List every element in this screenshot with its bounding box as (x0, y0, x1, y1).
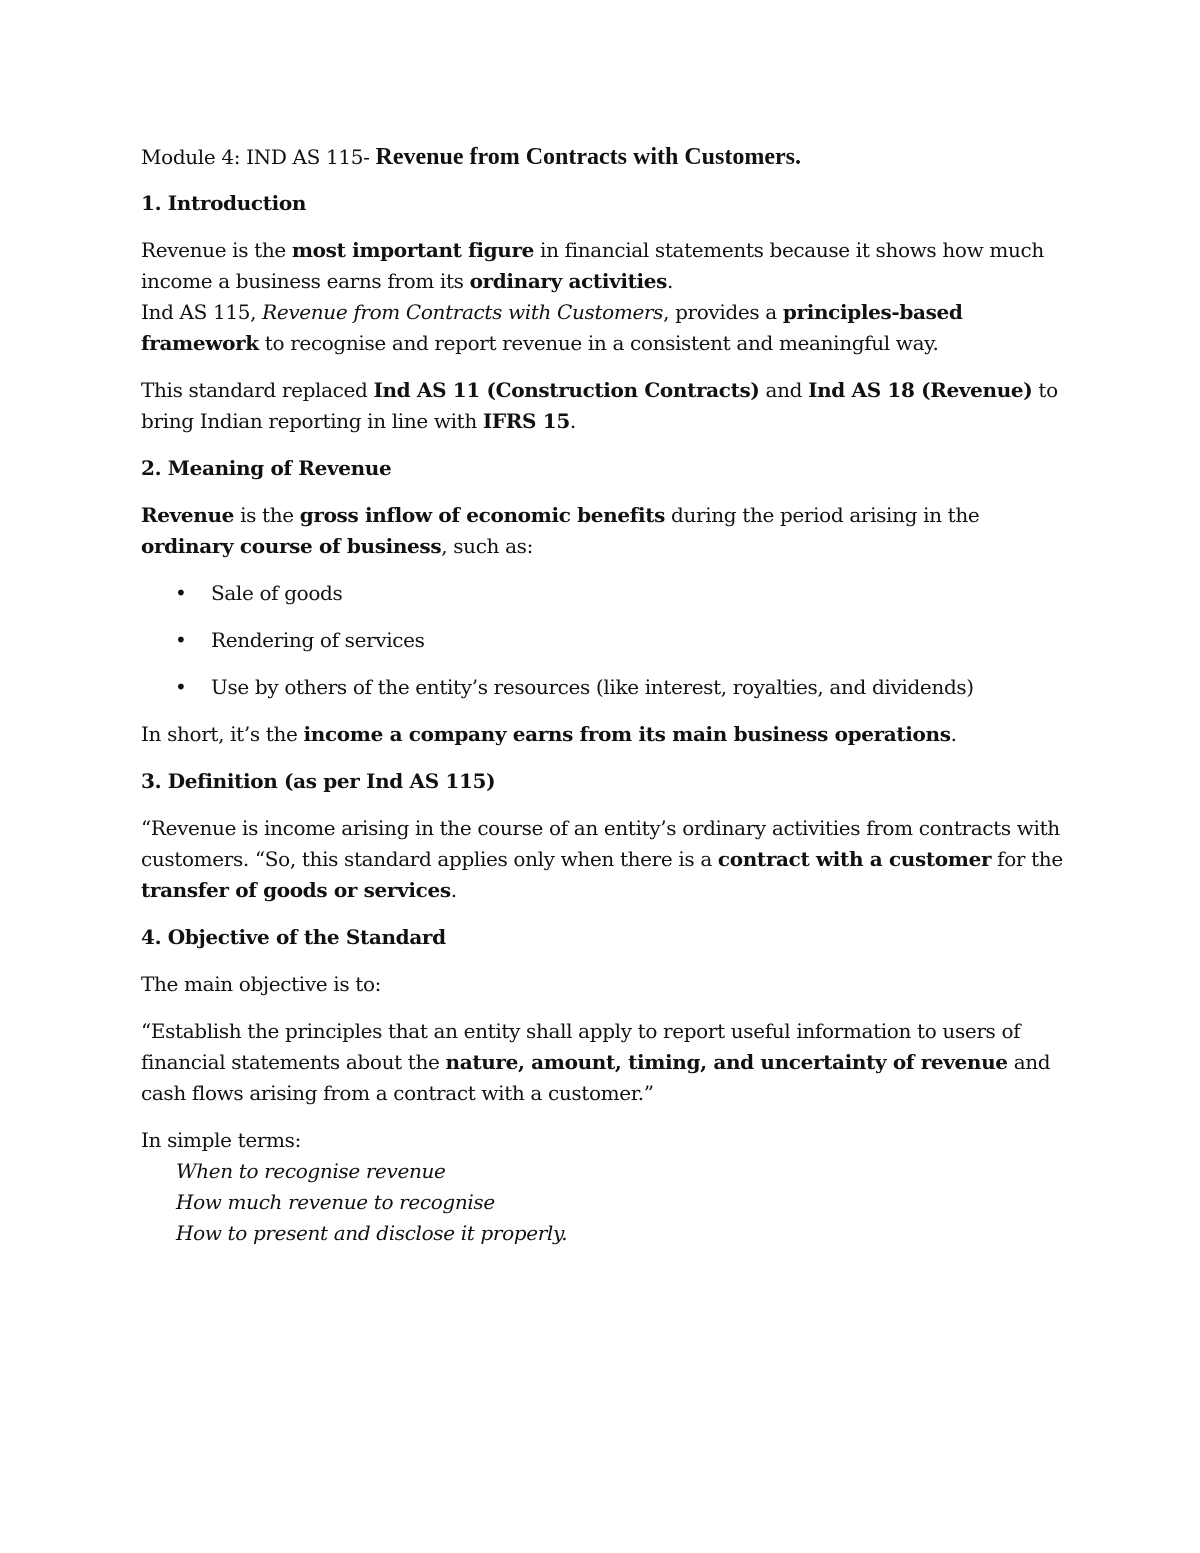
text-run: and (759, 378, 809, 402)
bold-run: Ind AS 18 (Revenue) (808, 378, 1033, 402)
bold-run: gross inflow of economic benefits (299, 503, 666, 527)
bullet-icon: • (175, 628, 187, 652)
section-heading-introduction: 1. Introduction (141, 191, 307, 215)
italic-run: Revenue from Contracts with Customers (262, 300, 664, 324)
intro-paragraph-3 (141, 375, 1071, 437)
bold-run: IFRS 15 (482, 409, 570, 433)
objective-simple-terms: In simple terms: (141, 1128, 301, 1152)
section-heading-objective: 4. Objective of the Standard (141, 925, 446, 949)
text-run: . (950, 722, 957, 746)
text-run: . (667, 269, 674, 293)
text-run: , provides a (663, 300, 783, 324)
bold-run: most important figure (291, 238, 535, 262)
definition-paragraph (141, 813, 1071, 906)
text-run: and cash flows arising from a contract with a customer.” (141, 1050, 1051, 1105)
text-run: to recognise and report revenue in a consistent and meaningful way. (258, 331, 939, 355)
meaning-paragraph-2 (141, 719, 1071, 750)
list-item-text: Sale of goods (211, 581, 343, 605)
section-heading-definition: 3. Definition (as per Ind AS 115) (141, 769, 496, 793)
text-run: during the period arising in the (665, 503, 980, 527)
document-page (141, 142, 1071, 1249)
text-run: . (450, 878, 457, 902)
bold-run: income a company earns from its main business operations (303, 722, 951, 746)
objective-point: How to present and disclose it properly. (176, 1221, 568, 1245)
text-run: Ind AS 115, (141, 300, 263, 324)
revenue-sources-list (141, 578, 1071, 703)
objective-point: How much revenue to recognise (176, 1190, 495, 1214)
intro-paragraph-1 (141, 235, 1071, 297)
text-run: is the (234, 503, 300, 527)
bold-run: nature, amount, timing, and uncertainty of revenue (445, 1050, 1008, 1074)
bold-run: contract with a customer (717, 847, 992, 871)
bold-run: transfer of goods or services (141, 878, 451, 902)
list-item-text: Use by others of the entity’s resources (like interest, royalties, and dividends) (211, 675, 974, 699)
bold-run: ordinary activities (469, 269, 668, 293)
text-run: to bring Indian reporting in line with (141, 378, 1058, 433)
objective-paragraph-1: The main objective is to: (141, 972, 382, 996)
bold-run: Ind AS 11 (Construction Contracts) (373, 378, 760, 402)
title-prefix: Module 4: IND AS 115- (141, 145, 376, 169)
text-run: “Establish the principles that an entity shall apply to report useful information to users of financial statements about the (141, 1019, 1021, 1074)
text-run: In short, it’s the (141, 722, 304, 746)
meaning-paragraph-1 (141, 500, 1071, 562)
list-item (141, 672, 1071, 703)
list-item (141, 625, 1071, 656)
text-run: This standard replaced (141, 378, 374, 402)
bold-run: principles-based framework (141, 300, 963, 355)
text-run: , such as: (441, 534, 533, 558)
bullet-icon: • (175, 675, 187, 699)
text-run: “Revenue is income arising in the course of an entity’s ordinary activities from contracts with customers. “So, this standard applies only when there is a (141, 816, 1060, 871)
objective-point: When to recognise revenue (176, 1159, 446, 1183)
intro-paragraph-2 (141, 297, 1071, 359)
text-run: . (569, 409, 576, 433)
document-title (141, 142, 1071, 173)
text-run: Revenue is the (141, 238, 292, 262)
text-run: for the (991, 847, 1063, 871)
objective-quote (141, 1016, 1071, 1109)
bold-run: ordinary course of business (141, 534, 442, 558)
list-item (141, 578, 1071, 609)
bold-run: Revenue (141, 503, 235, 527)
bullet-icon: • (175, 581, 187, 605)
section-heading-meaning: 2. Meaning of Revenue (141, 456, 392, 480)
text-run: in financial statements because it shows how much income a business earns from its (141, 238, 1044, 293)
list-item-text: Rendering of services (211, 628, 425, 652)
title-main: Revenue from Contracts with Customers. (375, 144, 801, 170)
